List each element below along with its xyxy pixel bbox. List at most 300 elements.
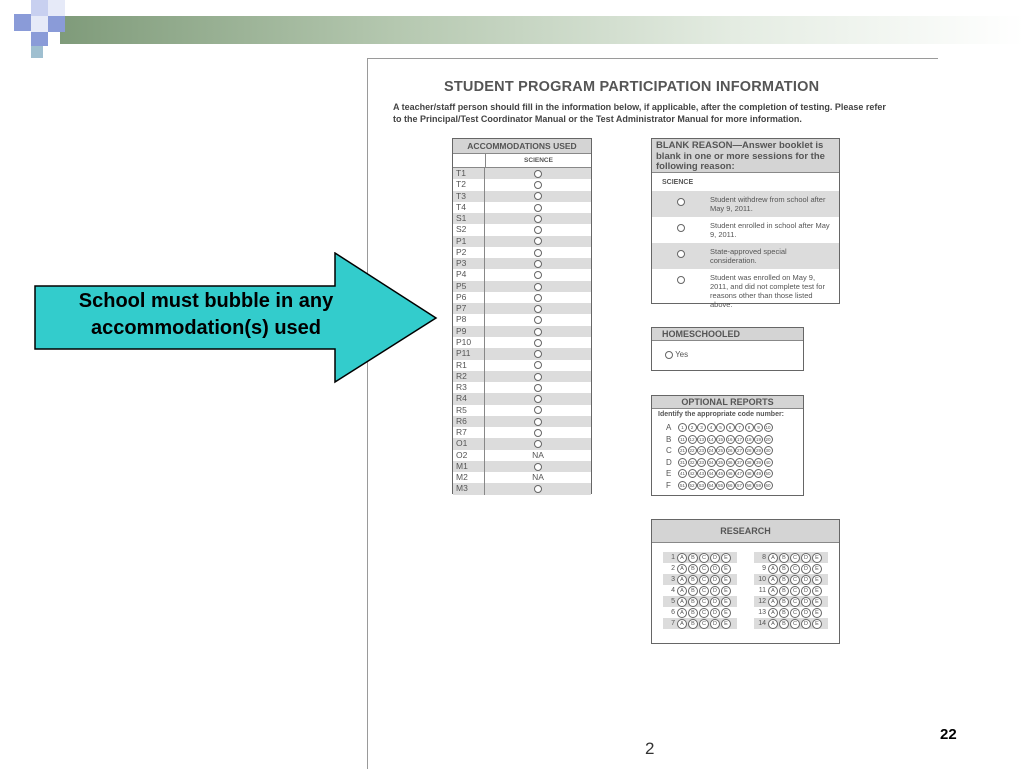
optional-report-row — [652, 480, 803, 492]
accommodation-mark-cell — [485, 393, 591, 404]
accommodation-code: P10 — [453, 337, 485, 348]
research-choice-bubble[interactable]: C — [699, 586, 709, 596]
research-choice-bubble[interactable]: A — [677, 575, 687, 585]
accommodation-row — [453, 168, 591, 179]
accommodation-code: M2 — [453, 472, 485, 483]
research-item-row — [663, 607, 737, 618]
document-page-number: 2 — [645, 739, 655, 758]
research-choice-bubble[interactable]: B — [688, 553, 698, 563]
research-item-row — [663, 618, 737, 629]
deco-square — [48, 0, 65, 16]
accommodation-code: R5 — [453, 405, 485, 416]
accommodation-mark-cell — [485, 213, 591, 224]
homeschooled-yes-bubble[interactable] — [665, 351, 673, 359]
accommodation-mark-cell — [485, 315, 591, 326]
research-box — [651, 519, 840, 644]
research-choice-bubble[interactable]: D — [710, 586, 720, 596]
accommodation-bubble[interactable] — [534, 418, 542, 426]
accommodation-row — [453, 269, 591, 280]
research-item-row — [754, 574, 828, 585]
optional-report-code-bubble[interactable]: 43 — [698, 471, 704, 477]
accommodation-row — [453, 202, 591, 213]
optional-report-code-bubble[interactable]: 39 — [755, 459, 761, 465]
research-choice-bubble[interactable]: D — [710, 608, 720, 618]
optional-report-code-bubble[interactable]: 5 — [716, 423, 725, 432]
optional-report-code-bubble[interactable]: 51 — [679, 482, 685, 488]
accommodation-mark-cell — [485, 202, 591, 213]
optional-reports-instruction: Identify the appropriate code number: — [658, 411, 785, 418]
accommodation-mark-cell — [485, 168, 591, 179]
accommodation-row — [453, 236, 591, 247]
research-choice-bubble[interactable]: C — [699, 553, 709, 563]
accommodations-table — [452, 138, 592, 494]
research-choice-bubble[interactable]: A — [768, 608, 778, 618]
optional-report-code-bubble[interactable]: 49 — [755, 471, 761, 477]
research-choice-bubble[interactable]: D — [801, 608, 811, 618]
accommodation-bubble[interactable] — [534, 440, 542, 448]
optional-report-code-bubble[interactable]: 47 — [736, 471, 742, 477]
research-choice-bubble[interactable]: A — [768, 553, 778, 563]
research-choice-bubble[interactable]: D — [710, 564, 720, 574]
accommodation-bubble[interactable] — [534, 170, 542, 178]
accommodation-code: P5 — [453, 281, 485, 292]
optional-report-code-bubble[interactable]: 9 — [754, 423, 763, 432]
accommodation-row — [453, 461, 591, 472]
homeschooled-yes-label: Yes — [675, 350, 689, 359]
blank-reason-bubble[interactable] — [677, 250, 685, 258]
optional-report-letter: A — [666, 423, 672, 433]
research-left-column — [663, 552, 737, 629]
optional-report-code-bubble[interactable]: 53 — [698, 482, 704, 488]
accommodation-row — [453, 416, 591, 427]
research-item-row — [663, 563, 737, 574]
accommodation-code: R3 — [453, 382, 485, 393]
accommodation-bubble[interactable] — [534, 249, 542, 257]
accommodation-code: P1 — [453, 236, 485, 247]
homeschooled-header: HOMESCHOOLED — [652, 328, 803, 341]
accommodation-code: R6 — [453, 416, 485, 427]
optional-report-code-bubble[interactable]: 17 — [736, 436, 742, 442]
blank-reason-header: BLANK REASON—Answer booklet is blank in one or more sessions for the following reason: — [652, 139, 839, 173]
optional-report-code-bubble[interactable]: 26 — [727, 448, 733, 454]
research-item-number: 12 — [758, 598, 766, 605]
optional-report-code-bubble[interactable]: 20 — [765, 436, 771, 442]
optional-report-code-bubble[interactable]: 38 — [746, 459, 752, 465]
accommodation-code: T4 — [453, 202, 485, 213]
optional-report-code-bubble[interactable]: 18 — [746, 436, 752, 442]
optional-report-code-bubble[interactable]: 1 — [678, 423, 687, 432]
accommodation-bubble[interactable] — [534, 395, 542, 403]
research-item-number: 3 — [671, 576, 675, 583]
accommodation-code: R7 — [453, 427, 485, 438]
accommodation-row — [453, 247, 591, 258]
blank-reason-text: Student enrolled in school after May 9, 2011. — [710, 221, 830, 239]
accommodation-bubble[interactable] — [534, 384, 542, 392]
optional-report-code-bubble[interactable]: 14 — [708, 436, 714, 442]
research-item-row — [663, 596, 737, 607]
accommodation-bubble[interactable] — [534, 215, 542, 223]
research-choice-bubble[interactable]: A — [677, 597, 687, 607]
research-choice-bubble[interactable]: A — [677, 553, 687, 563]
research-item-number: 2 — [671, 565, 675, 572]
accommodation-row — [453, 438, 591, 449]
research-choice-bubble[interactable]: A — [677, 619, 687, 629]
research-item-number: 8 — [762, 554, 766, 561]
optional-report-code-bubble[interactable]: 35 — [717, 459, 723, 465]
optional-report-code-bubble[interactable]: 56 — [727, 482, 733, 488]
research-choice-bubble[interactable]: B — [779, 564, 789, 574]
research-choice-bubble[interactable]: A — [768, 564, 778, 574]
accommodation-bubble[interactable] — [534, 406, 542, 414]
accommodation-bubble[interactable] — [534, 339, 542, 347]
accommodation-bubble[interactable] — [534, 271, 542, 279]
research-choice-bubble[interactable]: C — [699, 564, 709, 574]
deco-square — [31, 32, 48, 46]
research-choice-bubble[interactable]: B — [688, 597, 698, 607]
accommodation-mark-cell — [485, 326, 591, 337]
research-choice-bubble[interactable]: C — [790, 553, 800, 563]
research-choice-bubble[interactable]: C — [699, 597, 709, 607]
research-choice-bubble[interactable]: C — [699, 608, 709, 618]
optional-report-code-bubble[interactable]: 25 — [717, 448, 723, 454]
accommodation-code: S1 — [453, 213, 485, 224]
optional-report-code-bubble[interactable]: 32 — [689, 459, 695, 465]
optional-report-letter: C — [666, 446, 672, 456]
research-choice-bubble[interactable]: A — [677, 564, 687, 574]
accommodation-mark-cell — [485, 461, 591, 472]
research-choice-bubble[interactable]: C — [790, 608, 800, 618]
accommodation-mark-cell — [485, 224, 591, 235]
optional-report-code-bubble[interactable]: 8 — [745, 423, 754, 432]
accommodation-row — [453, 213, 591, 224]
accommodation-mark-cell — [485, 472, 591, 483]
optional-report-code-bubble[interactable]: 42 — [689, 471, 695, 477]
accommodation-bubble[interactable] — [534, 328, 542, 336]
accommodation-row — [453, 258, 591, 269]
optional-report-code-bubble[interactable]: 30 — [765, 448, 771, 454]
homeschooled-option — [652, 341, 803, 359]
accommodation-row — [453, 314, 591, 325]
accommodation-code: P8 — [453, 314, 485, 325]
homeschooled-box — [651, 327, 804, 371]
accommodation-row — [453, 450, 591, 461]
accommodation-code: P4 — [453, 269, 485, 280]
blank-reason-subheader: SCIENCE — [662, 179, 694, 186]
accommodation-mark-cell — [485, 416, 591, 427]
optional-report-row — [652, 457, 803, 469]
optional-report-code-bubble[interactable]: 12 — [689, 436, 695, 442]
research-choice-bubble[interactable]: B — [688, 608, 698, 618]
optional-report-code-bubble[interactable]: 55 — [717, 482, 723, 488]
accommodation-bubble[interactable] — [534, 181, 542, 189]
optional-report-code-bubble[interactable]: 36 — [727, 459, 733, 465]
research-choice-bubble[interactable]: A — [768, 619, 778, 629]
research-choice-bubble[interactable]: E — [812, 553, 822, 563]
research-item-number: 11 — [758, 587, 766, 594]
deco-square — [31, 16, 48, 32]
blank-reason-text: State-approved special consideration. — [710, 247, 787, 265]
optional-report-row — [652, 434, 803, 446]
accommodation-bubble[interactable] — [534, 226, 542, 234]
accommodation-bubble[interactable] — [534, 361, 542, 369]
blank-reason-option — [652, 217, 839, 243]
optional-report-code-bubble[interactable]: 24 — [708, 448, 714, 454]
optional-report-code-bubble[interactable]: 22 — [689, 448, 695, 454]
research-item-row — [663, 574, 737, 585]
accommodation-code: R4 — [453, 393, 485, 404]
accommodation-bubble[interactable] — [534, 316, 542, 324]
research-choice-bubble[interactable]: B — [779, 608, 789, 618]
optional-report-row — [652, 468, 803, 480]
accommodation-row — [453, 427, 591, 438]
accommodation-mark-cell — [485, 292, 591, 303]
accommodation-mark-cell — [485, 484, 591, 495]
research-item-number: 7 — [671, 620, 675, 627]
optional-report-code-bubble[interactable]: 60 — [765, 482, 771, 488]
optional-report-code-bubble[interactable]: 10 — [765, 425, 771, 431]
deco-square — [14, 14, 31, 31]
optional-report-code-bubble[interactable]: 31 — [679, 459, 685, 465]
research-choice-bubble[interactable]: E — [812, 597, 822, 607]
research-choice-bubble[interactable]: D — [801, 564, 811, 574]
research-choice-bubble[interactable]: D — [801, 575, 811, 585]
accommodations-subheader — [453, 154, 591, 168]
accommodation-mark-cell — [485, 450, 591, 461]
deco-square — [31, 46, 43, 58]
slide-header-decoration — [0, 0, 1024, 48]
research-choice-bubble[interactable]: C — [790, 586, 800, 596]
accommodation-mark-cell — [485, 281, 591, 292]
deco-square — [48, 16, 65, 32]
optional-report-code-bubble[interactable]: 37 — [736, 459, 742, 465]
research-choice-bubble[interactable]: B — [779, 586, 789, 596]
accommodation-bubble[interactable] — [534, 204, 542, 212]
accommodation-mark-cell — [485, 371, 591, 382]
research-choice-bubble[interactable]: C — [790, 575, 800, 585]
optional-report-code-bubble[interactable]: 2 — [688, 423, 697, 432]
accommodation-code: R1 — [453, 360, 485, 371]
optional-report-code-bubble[interactable]: 34 — [708, 459, 714, 465]
blank-reason-bubble[interactable] — [677, 276, 685, 284]
research-choice-bubble[interactable]: B — [779, 619, 789, 629]
accommodation-row — [453, 360, 591, 371]
research-choice-bubble[interactable]: B — [779, 597, 789, 607]
research-choice-bubble[interactable]: E — [721, 553, 731, 563]
research-choice-bubble[interactable]: E — [721, 586, 731, 596]
optional-report-code-bubble[interactable]: 48 — [746, 471, 752, 477]
optional-reports-box — [651, 395, 804, 496]
accommodation-bubble[interactable] — [534, 237, 542, 245]
research-item-number: 1 — [671, 554, 675, 561]
accommodation-code: T2 — [453, 179, 485, 190]
optional-report-code-bubble[interactable]: 28 — [746, 448, 752, 454]
optional-report-code-bubble[interactable]: 19 — [755, 436, 761, 442]
blank-reason-bubble[interactable] — [677, 198, 685, 206]
optional-report-code-bubble[interactable]: 27 — [736, 448, 742, 454]
research-choice-bubble[interactable]: D — [710, 597, 720, 607]
accommodation-row — [453, 348, 591, 359]
research-item-row — [754, 618, 828, 629]
accommodation-bubble[interactable] — [534, 283, 542, 291]
accommodation-bubble[interactable] — [534, 350, 542, 358]
accommodation-mark-cell — [485, 405, 591, 416]
optional-report-code-bubble[interactable]: 3 — [697, 423, 706, 432]
research-choice-bubble[interactable]: C — [699, 575, 709, 585]
research-choice-bubble[interactable]: E — [721, 608, 731, 618]
research-item-number: 13 — [758, 609, 766, 616]
optional-report-code-bubble[interactable]: 33 — [698, 459, 704, 465]
blank-reason-bubble[interactable] — [677, 224, 685, 232]
optional-report-code-bubble[interactable]: 54 — [708, 482, 714, 488]
accommodation-mark-cell — [485, 247, 591, 258]
optional-report-code-bubble[interactable]: 50 — [765, 471, 771, 477]
optional-report-code-bubble[interactable]: 7 — [735, 423, 744, 432]
research-choice-bubble[interactable]: E — [812, 619, 822, 629]
document-title: STUDENT PROGRAM PARTICIPATION INFORMATION — [444, 79, 820, 95]
accommodation-na-label: NA — [532, 472, 544, 483]
research-choice-bubble[interactable]: E — [812, 575, 822, 585]
science-column-label: SCIENCE — [524, 157, 553, 164]
research-header: RESEARCH — [652, 520, 839, 543]
research-choice-bubble[interactable]: D — [710, 619, 720, 629]
optional-report-code-bubble[interactable]: 44 — [708, 471, 714, 477]
optional-report-code-bubble[interactable]: 23 — [698, 448, 704, 454]
accommodation-row — [453, 371, 591, 382]
document-instructions: A teacher/staff person should fill in the information below, if applicable, after the completion of testing. Please refer to the Principal/Test Coordinator Manual or the Test Administrator Manual for more information. — [393, 102, 886, 124]
accommodation-bubble[interactable] — [534, 260, 542, 268]
research-item-number: 5 — [671, 598, 675, 605]
optional-report-row — [652, 445, 803, 457]
accommodation-na-label: NA — [532, 449, 544, 460]
research-item-number: 14 — [758, 620, 766, 627]
optional-report-code-bubble[interactable]: 46 — [727, 471, 733, 477]
optional-report-letter: F — [666, 480, 671, 490]
research-choice-bubble[interactable]: E — [812, 586, 822, 596]
research-choice-bubble[interactable]: D — [710, 553, 720, 563]
optional-report-code-bubble[interactable]: 16 — [727, 436, 733, 442]
research-choice-bubble[interactable]: B — [688, 586, 698, 596]
research-choice-bubble[interactable]: C — [790, 564, 800, 574]
optional-reports-header: OPTIONAL REPORTS — [652, 396, 803, 409]
research-choice-bubble[interactable]: B — [779, 553, 789, 563]
accommodation-row — [453, 326, 591, 337]
blank-reason-option — [652, 191, 839, 217]
blank-reason-option — [652, 243, 839, 269]
accommodation-code: P7 — [453, 303, 485, 314]
blank-reason-text: Student withdrew from school after May 9, 2011. — [710, 195, 826, 213]
accommodation-mark-cell — [485, 439, 591, 450]
accommodation-code: M3 — [453, 483, 485, 494]
optional-report-code-bubble[interactable]: 41 — [679, 471, 685, 477]
research-item-row — [754, 585, 828, 596]
research-choice-bubble[interactable]: B — [688, 564, 698, 574]
research-choice-bubble[interactable]: E — [721, 619, 731, 629]
accommodation-bubble[interactable] — [534, 305, 542, 313]
accommodation-code: O1 — [453, 438, 485, 449]
accommodation-row — [453, 337, 591, 348]
research-choice-bubble[interactable]: A — [768, 575, 778, 585]
accommodation-code: M1 — [453, 461, 485, 472]
research-choice-bubble[interactable]: A — [677, 586, 687, 596]
research-item-row — [754, 552, 828, 563]
optional-report-code-bubble[interactable]: 11 — [678, 435, 687, 444]
optional-report-code-bubble[interactable]: 45 — [717, 471, 723, 477]
optional-report-code-bubble[interactable]: 40 — [765, 459, 771, 465]
research-choice-bubble[interactable]: C — [699, 619, 709, 629]
accommodation-mark-cell — [485, 236, 591, 247]
research-item-number: 4 — [671, 587, 675, 594]
slide-number: 22 — [940, 726, 957, 743]
research-choice-bubble[interactable]: D — [710, 575, 720, 585]
accommodation-bubble[interactable] — [534, 373, 542, 381]
accommodation-row — [453, 191, 591, 202]
blank-reason-text: Student was enrolled on May 9, 2011, and did not complete test for reasons other than those listed above. — [710, 273, 825, 309]
research-choice-bubble[interactable]: D — [801, 597, 811, 607]
accommodation-bubble[interactable] — [534, 485, 542, 493]
optional-report-code-bubble[interactable]: 59 — [755, 482, 761, 488]
accommodation-row — [453, 483, 591, 494]
research-choice-bubble[interactable]: E — [721, 575, 731, 585]
research-choice-bubble[interactable]: D — [801, 619, 811, 629]
optional-report-code-bubble[interactable]: 15 — [717, 436, 723, 442]
accommodation-code: P6 — [453, 292, 485, 303]
accommodation-mark-cell — [485, 360, 591, 371]
research-choice-bubble[interactable]: E — [812, 564, 822, 574]
research-choice-bubble[interactable]: B — [688, 619, 698, 629]
research-item-row — [663, 585, 737, 596]
research-choice-bubble[interactable]: A — [768, 586, 778, 596]
optional-report-code-bubble[interactable]: 52 — [689, 482, 695, 488]
accommodation-code: P3 — [453, 258, 485, 269]
research-choice-bubble[interactable]: E — [721, 564, 731, 574]
optional-report-row — [652, 422, 803, 434]
research-choice-bubble[interactable]: E — [812, 608, 822, 618]
blank-reason-box — [651, 138, 840, 309]
research-choice-bubble[interactable]: A — [768, 597, 778, 607]
research-choice-bubble[interactable]: C — [790, 619, 800, 629]
research-choice-bubble[interactable]: B — [779, 575, 789, 585]
research-choice-bubble[interactable]: B — [688, 575, 698, 585]
research-right-column — [754, 552, 828, 629]
optional-report-code-bubble[interactable]: 6 — [726, 423, 735, 432]
optional-report-code-bubble[interactable]: 29 — [755, 448, 761, 454]
accommodation-bubble[interactable] — [534, 463, 542, 471]
accommodation-mark-cell — [485, 382, 591, 393]
research-item-number: 6 — [671, 609, 675, 616]
accommodation-row — [453, 303, 591, 314]
optional-report-code-bubble[interactable]: 4 — [707, 423, 716, 432]
optional-report-code-bubble[interactable]: 57 — [736, 482, 742, 488]
accommodation-bubble[interactable] — [534, 294, 542, 302]
research-item-row — [754, 596, 828, 607]
optional-report-code-bubble[interactable]: 13 — [698, 436, 704, 442]
accommodation-bubble[interactable] — [534, 192, 542, 200]
accommodation-mark-cell — [485, 303, 591, 314]
accommodation-row — [453, 179, 591, 190]
callout-text: School must bubble in any accommodation(s) used — [78, 290, 334, 339]
accommodation-mark-cell — [485, 337, 591, 348]
research-choice-bubble[interactable]: D — [801, 553, 811, 563]
optional-report-code-bubble[interactable]: 58 — [746, 482, 752, 488]
research-choice-bubble[interactable]: E — [721, 597, 731, 607]
optional-report-code-bubble[interactable]: 21 — [679, 448, 685, 454]
research-choice-bubble[interactable]: D — [801, 586, 811, 596]
research-choice-bubble[interactable]: A — [677, 608, 687, 618]
research-choice-bubble[interactable]: C — [790, 597, 800, 607]
accommodation-bubble[interactable] — [534, 429, 542, 437]
accommodation-mark-cell — [485, 191, 591, 202]
accommodation-code: R2 — [453, 371, 485, 382]
